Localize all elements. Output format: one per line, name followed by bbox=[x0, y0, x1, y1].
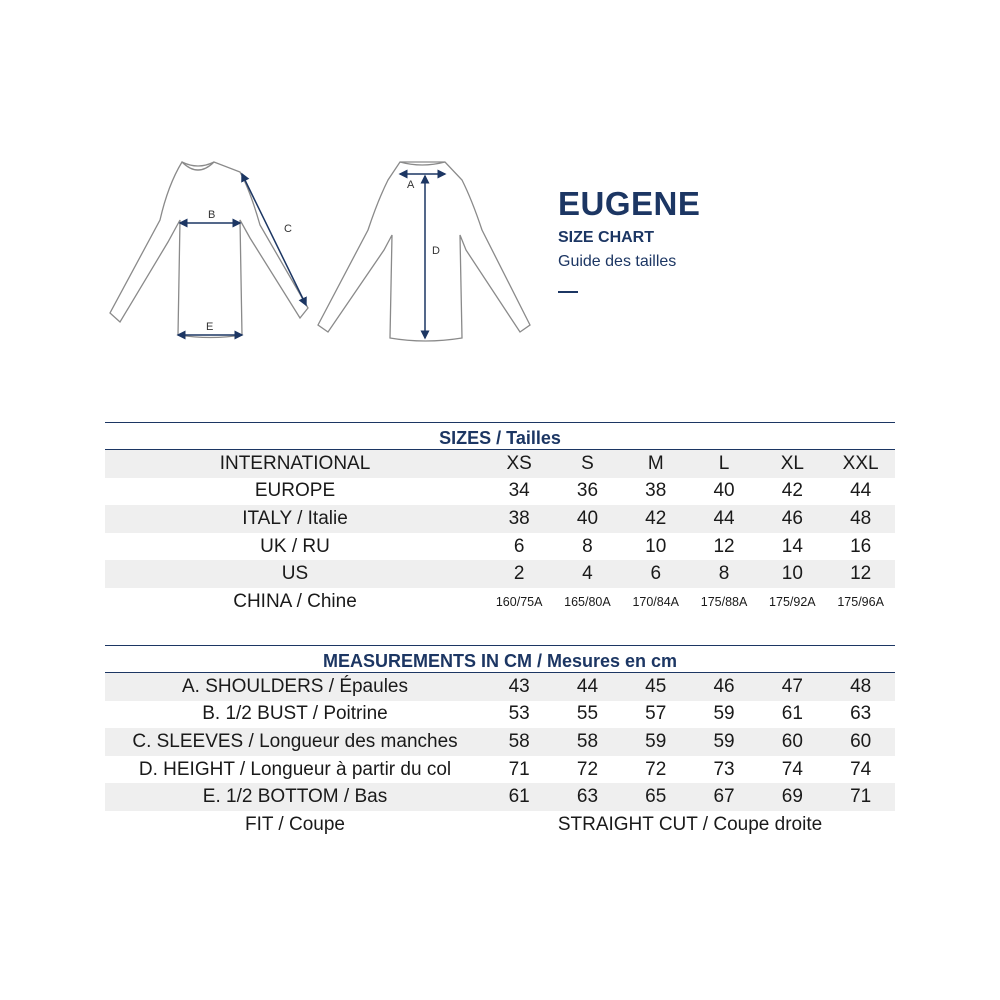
brand-block bbox=[558, 185, 700, 293]
table-cell: 175/92A bbox=[769, 594, 816, 609]
row-label: B. 1/2 BUST / Poitrine bbox=[202, 703, 388, 725]
table-cell: 38 bbox=[645, 480, 667, 502]
fit-row bbox=[105, 811, 895, 839]
table-row bbox=[105, 450, 895, 478]
table-cell: 6 bbox=[650, 563, 662, 585]
table-row bbox=[105, 673, 895, 701]
table-cell: 61 bbox=[781, 703, 803, 725]
table-cell: 12 bbox=[713, 535, 735, 557]
table-cell: 59 bbox=[713, 730, 735, 752]
table-row bbox=[105, 505, 895, 533]
table-cell: 65 bbox=[645, 786, 667, 808]
table-cell: L bbox=[718, 452, 730, 474]
table-cell: 6 bbox=[513, 535, 525, 557]
size-chart-title: SIZE CHART bbox=[558, 229, 654, 246]
table-cell: 71 bbox=[508, 758, 530, 780]
table-cell: 69 bbox=[781, 786, 803, 808]
table-cell: XXL bbox=[842, 452, 879, 474]
table-cell: 44 bbox=[713, 507, 735, 529]
table-cell: S bbox=[581, 452, 594, 474]
table-row bbox=[105, 478, 895, 506]
table-cell: 72 bbox=[576, 758, 599, 780]
row-label: EUROPE bbox=[254, 480, 336, 502]
table-cell: 14 bbox=[781, 535, 803, 557]
garment-measurement-diagram bbox=[100, 150, 540, 350]
sizes-table bbox=[105, 420, 895, 616]
table-cell: 44 bbox=[576, 675, 599, 697]
table-cell: 4 bbox=[582, 563, 593, 585]
table-cell: 48 bbox=[850, 675, 872, 697]
table-cell: M bbox=[647, 452, 664, 474]
table-cell: 10 bbox=[645, 535, 667, 557]
table-row bbox=[105, 560, 895, 588]
table-cell: 44 bbox=[850, 480, 872, 502]
table-cell: 48 bbox=[850, 507, 872, 529]
table-cell: 40 bbox=[713, 480, 735, 502]
table-row bbox=[105, 701, 895, 729]
table-cell: 74 bbox=[781, 758, 803, 780]
label-b: B bbox=[208, 209, 216, 221]
row-label: A. SHOULDERS / Épaules bbox=[182, 675, 408, 697]
label-a: A bbox=[407, 179, 415, 191]
table-cell: 63 bbox=[576, 786, 599, 808]
table-cell: 67 bbox=[713, 786, 735, 808]
table-cell: 160/75A bbox=[495, 594, 543, 609]
table-cell: 8 bbox=[582, 535, 593, 557]
table-cell: 8 bbox=[718, 563, 730, 585]
table-cell: 63 bbox=[850, 703, 872, 725]
table-row bbox=[105, 588, 895, 616]
table-row bbox=[105, 783, 895, 811]
table-cell: 38 bbox=[508, 507, 530, 529]
row-label: UK / RU bbox=[260, 535, 330, 557]
table-cell: 16 bbox=[850, 535, 872, 557]
brand-divider bbox=[558, 291, 578, 293]
table-row bbox=[105, 533, 895, 561]
table-cell: 61 bbox=[508, 786, 530, 808]
row-label: INTERNATIONAL bbox=[219, 452, 371, 474]
table-cell: 60 bbox=[781, 730, 803, 752]
row-label: ITALY / Italie bbox=[242, 507, 348, 529]
row-label: E. 1/2 BOTTOM / Bas bbox=[202, 786, 388, 808]
table-cell: XL bbox=[780, 452, 804, 474]
table-cell: 42 bbox=[781, 480, 803, 502]
table-cell: 73 bbox=[713, 758, 735, 780]
table-cell: 59 bbox=[713, 703, 735, 725]
table-cell: 165/80A bbox=[564, 594, 611, 609]
table-row bbox=[105, 728, 895, 756]
table-cell: 42 bbox=[645, 507, 667, 529]
table-cell: 59 bbox=[645, 730, 667, 752]
row-label: US bbox=[281, 563, 309, 585]
table-cell: 53 bbox=[508, 703, 530, 725]
back-view bbox=[318, 162, 530, 341]
table-cell: 10 bbox=[781, 563, 803, 585]
table-cell: 175/96A bbox=[837, 594, 884, 609]
row-label: D. HEIGHT / Longueur à partir du col bbox=[138, 758, 452, 780]
table-cell: 170/84A bbox=[632, 594, 680, 609]
sizes-table-title: SIZES / Tailles bbox=[105, 422, 895, 450]
measurements-table bbox=[105, 643, 895, 839]
row-label: CHINA / Chine bbox=[233, 590, 357, 612]
table-cell: 40 bbox=[576, 507, 599, 529]
table-cell: 36 bbox=[576, 480, 599, 502]
table-cell: 58 bbox=[508, 730, 530, 752]
table-cell: 71 bbox=[850, 786, 872, 808]
table-cell: 175/88A bbox=[700, 594, 748, 609]
table-cell: XS bbox=[506, 452, 532, 474]
fit-value: STRAIGHT CUT / Coupe droite bbox=[557, 813, 823, 835]
label-e: E bbox=[206, 321, 214, 333]
size-chart-subtitle-fr: Guide des tailles bbox=[558, 253, 677, 270]
measurements-table-title: MEASUREMENTS IN CM / Mesures en cm bbox=[105, 645, 895, 673]
table-cell: 57 bbox=[645, 703, 667, 725]
fit-label: FIT / Coupe bbox=[245, 813, 345, 835]
label-d: D bbox=[432, 245, 440, 257]
table-cell: 46 bbox=[781, 507, 803, 529]
table-cell: 74 bbox=[850, 758, 872, 780]
row-label: C. SLEEVES / Longueur des manches bbox=[132, 730, 458, 752]
table-cell: 55 bbox=[576, 703, 599, 725]
table-cell: 58 bbox=[576, 730, 599, 752]
label-c: C bbox=[284, 223, 292, 235]
table-cell: 72 bbox=[645, 758, 667, 780]
table-cell: 43 bbox=[508, 675, 530, 697]
table-cell: 60 bbox=[850, 730, 872, 752]
table-row bbox=[105, 756, 895, 784]
measurement-arrows bbox=[178, 174, 445, 338]
table-cell: 2 bbox=[513, 563, 525, 585]
table-cell: 46 bbox=[713, 675, 735, 697]
table-cell: 12 bbox=[850, 563, 872, 585]
table-cell: 45 bbox=[645, 675, 667, 697]
table-cell: 34 bbox=[508, 480, 530, 502]
product-name: EUGENE bbox=[558, 185, 701, 222]
table-cell: 47 bbox=[781, 675, 803, 697]
